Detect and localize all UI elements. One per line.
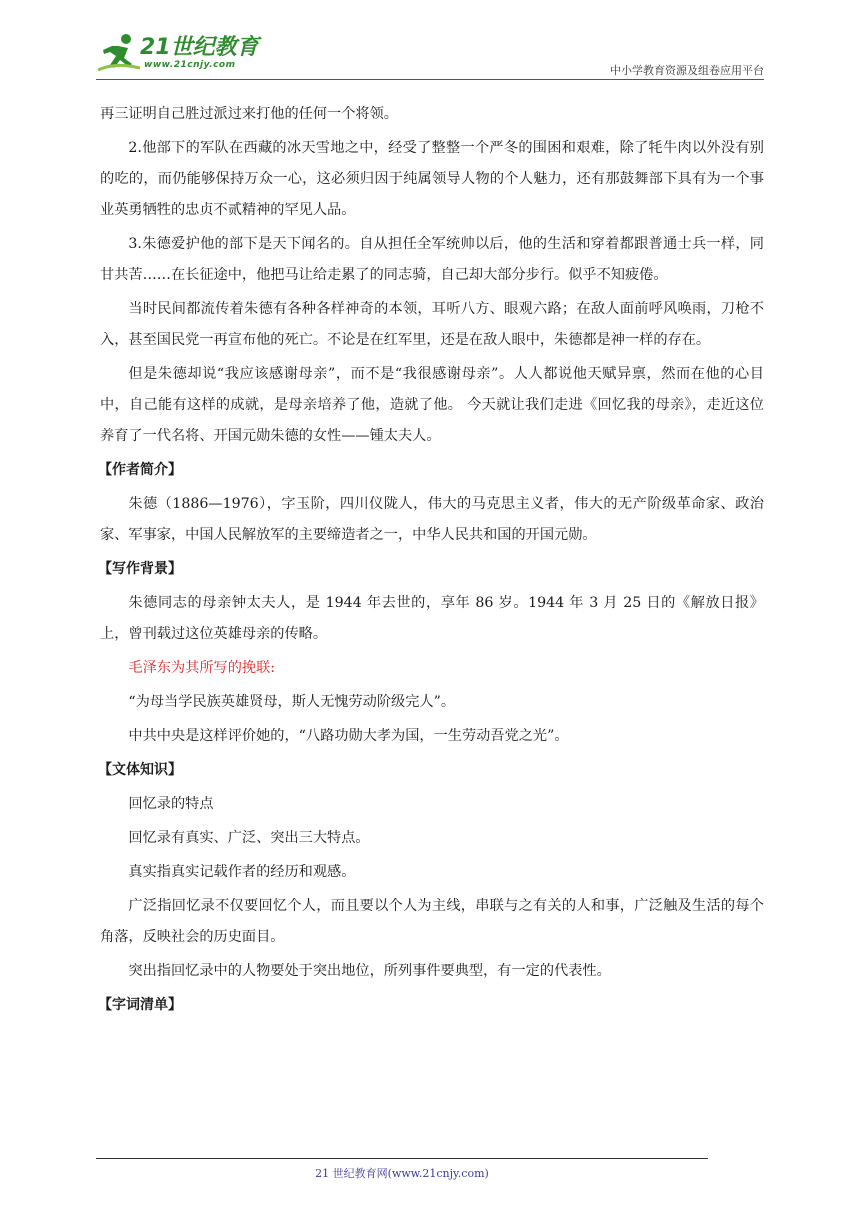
logo-url: www.21cnjy.com bbox=[144, 60, 236, 70]
section-title-background: 【写作背景】 bbox=[98, 561, 182, 577]
central-committee-text: 中共中央是这样评价她的，“八路功勋大孝为国，一生劳动吾党之光”。 bbox=[128, 728, 569, 744]
genre-line: 回忆录有真实、广泛、突出三大特点。 bbox=[128, 830, 370, 846]
header-divider bbox=[96, 79, 764, 80]
page-footer: 21 世纪教育网(www.21cnjy.com) bbox=[315, 1167, 489, 1180]
logo bbox=[96, 28, 266, 78]
logo-text: 21世纪教育 bbox=[140, 35, 259, 60]
running-man-icon bbox=[96, 32, 142, 74]
section-title-author: 【作者简介】 bbox=[98, 462, 182, 478]
red-annotation: 毛泽东为其所写的挽联: bbox=[128, 660, 276, 676]
section-title-genre: 【文体知识】 bbox=[98, 762, 182, 778]
platform-title: 中小学教育资源及组卷应用平台 bbox=[610, 64, 764, 77]
paragraph: 但是朱德却说“我应该感谢母亲”，而不是“我很感谢母亲”。人人都说他天赋异禀，然而在他的心目中，自己能有这样的成就，是母亲培养了他，造就了他。 今天就让我们走进《回忆我的母亲》，走近这位养育了一代名将、开国元勋朱德的女性——锺太夫人。 bbox=[100, 366, 764, 444]
footer-divider bbox=[96, 1158, 708, 1159]
paragraph: 再三证明自己胜过派过来打他的任何一个将领。 bbox=[100, 106, 398, 122]
paragraph: 2.他部下的军队在西藏的冰天雪地之中，经受了整整一个严冬的围困和艰难，除了牦牛肉以外没有别的吃的，而仍能够保持万众一心，这必须归因于纯属领导人物的个人魅力，还有那鼓舞部下具有为一个事业英勇牺牲的忠贞不贰精神的罕见人品。 bbox=[100, 140, 764, 218]
author-text: 朱德（1886—1976），字玉阶，四川仪陇人，伟大的马克思主义者，伟大的无产阶级革命家、政治家、军事家，中国人民解放军的主要缔造者之一，中华人民共和国的开国元勋。 bbox=[100, 496, 764, 543]
genre-line: 真实指真实记载作者的经历和观感。 bbox=[128, 864, 356, 880]
genre-line: 突出指回忆录中的人物要处于突出地位，所列事件要典型，有一定的代表性。 bbox=[128, 963, 611, 979]
couplet-text: “为母当学民族英雄贤母，斯人无愧劳动阶级完人”。 bbox=[128, 694, 456, 710]
section-title-vocab: 【字词清单】 bbox=[98, 997, 182, 1013]
background-text: 朱德同志的母亲钟太夫人，是 1944 年去世的，享年 86 岁。1944 年 3 月 25 日的《解放日报》上，曾刊载过这位英雄母亲的传略。 bbox=[100, 595, 764, 642]
genre-line: 回忆录的特点 bbox=[128, 796, 214, 812]
page-header bbox=[96, 28, 764, 80]
genre-line: 广泛指回忆录不仅要回忆个人，而且要以个人为主线，串联与之有关的人和事，广泛触及生活的每个角落，反映社会的历史面目。 bbox=[100, 898, 764, 945]
document-body bbox=[100, 99, 764, 1021]
paragraph: 3.朱德爱护他的部下是天下闻名的。自从担任全军统帅以后，他的生活和穿着都跟普通士兵一样，同甘共苦……在长征途中，他把马让给走累了的同志骑，自己却大部分步行。似乎不知疲倦。 bbox=[100, 236, 764, 283]
paragraph: 当时民间都流传着朱德有各种各样神奇的本领，耳听八方、眼观六路；在敌人面前呼风唤雨，刀枪不入，甚至国民党一再宣布他的死亡。不论是在红军里，还是在敌人眼中，朱德都是神一样的存在。 bbox=[100, 301, 764, 348]
